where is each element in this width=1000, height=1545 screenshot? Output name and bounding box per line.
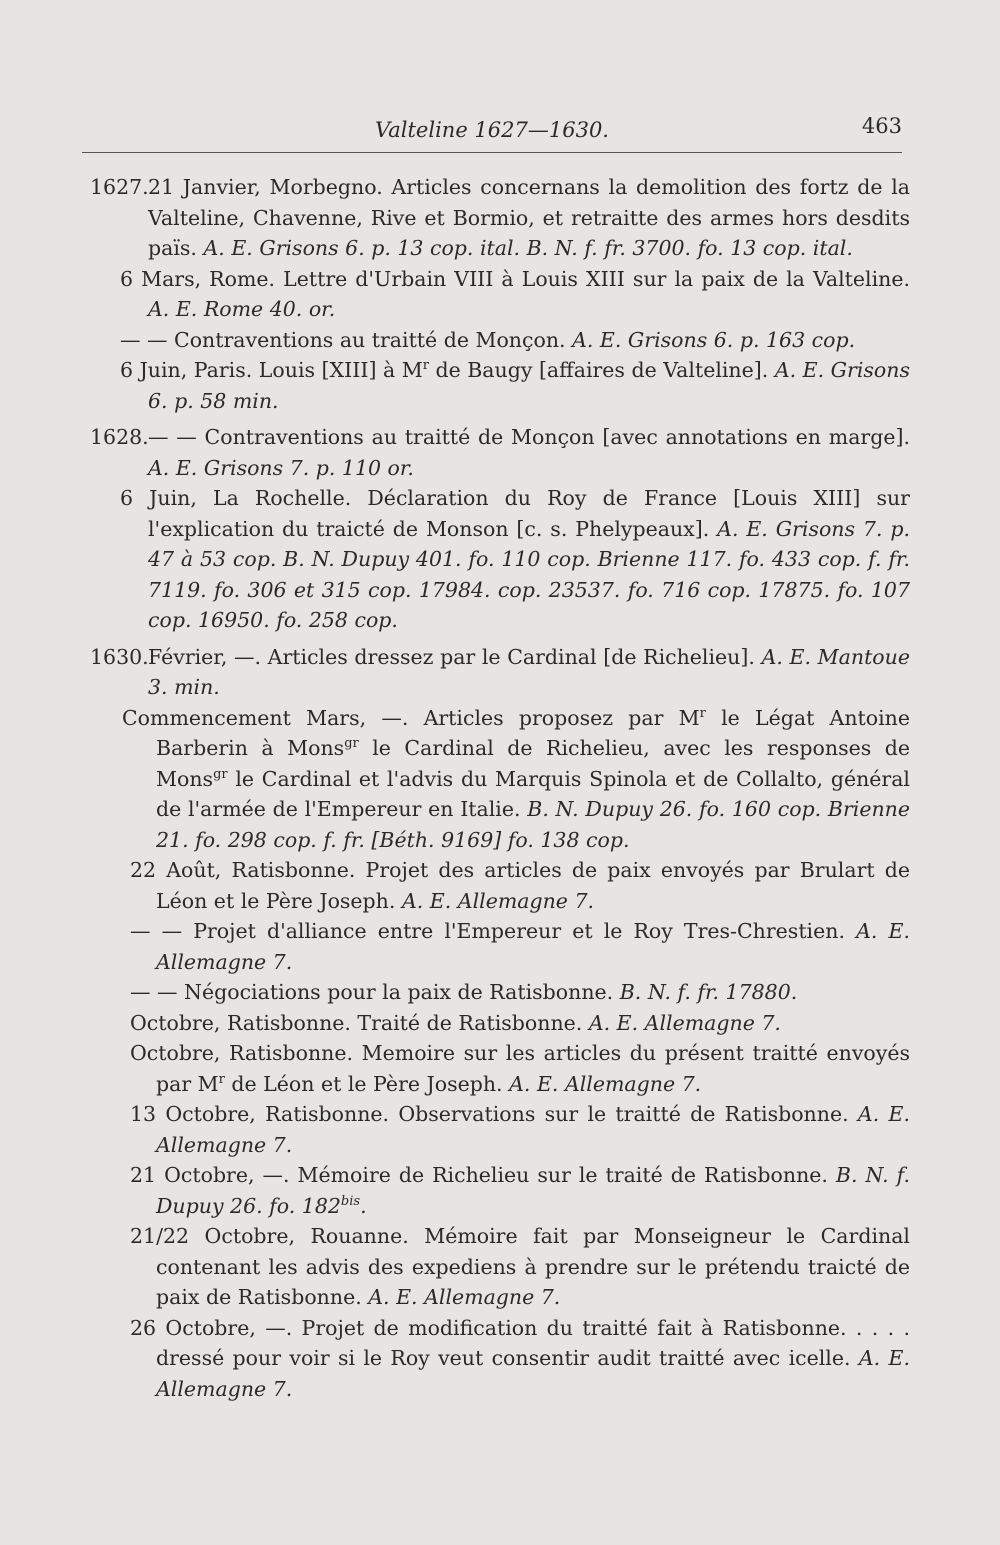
entry-projet-alliance — [90, 916, 910, 977]
entry-reference: A. E. Allemagne 7. — [156, 1346, 910, 1401]
entry-text: — — Contraventions au traitté de Monçon. — [120, 327, 566, 352]
entry-text: Octobre, Ratisbonne. Traité de Ratisbonne. — [130, 1010, 583, 1035]
superscript: bis — [340, 1193, 361, 1209]
entry-reference: A. E. Allemagne 7. — [156, 919, 910, 974]
entry-reference: A. E. Allemagne 7. — [401, 888, 595, 913]
superscript: gr — [344, 736, 359, 752]
entry-reference: A. E. Grisons 6. p. 13 cop. ital. B. N. f. fr. 3700. fo. 13 cop. ital. — [203, 236, 853, 260]
entry-reference: B. N. f. fr. 17880. — [619, 980, 798, 1004]
entry-text: 6 Juin, La Rochelle. Déclaration du Roy de France [Louis XIII] sur l'explication du traicté de Monson [c. s. Phelypeaux]. — [120, 486, 910, 541]
entry-reference: A. E. Allemagne 7. — [509, 1071, 702, 1096]
entry-text: le Cardinal et l'advis du Marquis Spinola et de Collalto, général de l'armée de l'Empereur en Italie. — [156, 766, 910, 821]
entry-reference: A. E. Grisons 7. p. 110 or. — [148, 455, 414, 480]
entry-text: Février, —. Articles dressez par le Cardinal [de Richelieu]. — [148, 644, 755, 669]
entry-1628-contraventions — [90, 422, 910, 483]
entry-aout-ratisbonne — [90, 855, 910, 916]
entry-text: 13 Octobre, Ratisbonne. Observations sur le traitté de Ratisbonne. — [130, 1102, 849, 1126]
entry-text: — — Projet d'alliance entre l'Empereur et le Roy Tres-Chrestien. — [130, 919, 845, 943]
entry-memoire-richelieu — [90, 1160, 910, 1221]
entry-reference: A. E. Mantoue 3. min. — [148, 644, 910, 699]
entry-year: 1630. — [90, 644, 149, 669]
entry-reference: B. N. Dupuy 26. fo. 160 cop. Brienne 21. fo. 298 cop. f. fr. [Béth. 9169] fo. 138 cop. — [156, 797, 910, 852]
entry-reference: A. E. Grisons 6. p. 163 cop. — [572, 327, 856, 352]
entry-text: 22 Août, Ratisbonne. Projet des articles de paix envoyés par Brulart de Léon et le Père Joseph. — [130, 858, 910, 913]
entry-rouanne — [90, 1221, 910, 1313]
entry-year: 1627. — [90, 175, 149, 199]
entry-commencement-mars — [90, 703, 910, 856]
entry-reference: A. E. Grisons 6. p. 58 min. — [148, 358, 910, 413]
entry-text: Octobre, Ratisbonne. Memoire sur les articles du présent traitté envoyés par M — [130, 1041, 910, 1096]
entry-text: 6 Mars, Rome. Lettre d'Urbain VIII à Louis XIII sur la paix de la Valteline. — [120, 266, 910, 291]
entry-memoire-articles — [90, 1038, 910, 1099]
entry-traite-ratisbonne — [90, 1008, 910, 1039]
superscript: r — [218, 1071, 225, 1087]
entry-reference: A. E. Allemagne 7. — [588, 1010, 781, 1035]
entry-text: — — Contraventions au traitté de Monçon [avec annotations en marge]. — [148, 425, 910, 449]
entry-mars-rome — [90, 264, 910, 325]
entry-text: Commencement Mars, —. Articles proposez par M — [122, 705, 700, 730]
entry-juin-la-rochelle — [90, 483, 910, 636]
entry-text: 26 Octobre, —. Projet de modification du traitté fait à Ratisbonne. . . . . dressé pour voir si le Roy veut consentir audit traitté avec icelle. — [130, 1315, 910, 1370]
entry-projet-modification — [90, 1313, 910, 1405]
entry-text-cont: de Léon et le Père Joseph. — [224, 1071, 503, 1096]
entry-reference: B. N. f. Dupuy 26. fo. $182^{bis}$. — [156, 1163, 910, 1218]
entry-text: 21 Octobre, —. Mémoire de Richelieu sur le traité de Ratisbonne. — [130, 1163, 828, 1187]
entry-reference: A. E. Grisons 7. p. 47 à 53 cop. B. N. Dupuy 401. fo. 110 cop. Brienne 117. fo. 433 cop. f. fr. 7119. fo. 306 et 315 cop. 17984. cop. 23537. fo. 716 cop. 17875. fo. 107 cop. 16950. fo. 258 cop. — [148, 516, 910, 632]
superscript: gr — [213, 766, 228, 782]
superscript: r — [699, 705, 706, 721]
entry-reference: A. E. Allemagne 7. — [368, 1285, 561, 1309]
entry-text: le Légat Antoine Barberin à Mons — [156, 705, 911, 760]
entry-reference: A. E. Allemagne 7. — [156, 1102, 910, 1157]
entry-contraventions-1627 — [90, 325, 910, 356]
entry-negociations — [90, 977, 910, 1008]
entry-year: 1628. — [90, 425, 149, 449]
entry-text: 21 Janvier, Morbegno. Articles concernans la demolition des fortz de la Valteline, Chavenne, Rive et Bormio, et retraitte des armes hors desdits païs. — [148, 175, 910, 260]
header-rule — [82, 152, 902, 153]
page-number: 463 — [861, 114, 902, 138]
entry-1627-morbegno — [90, 172, 910, 264]
running-title: Valteline 1627—1630. — [375, 118, 609, 142]
entry-reference: A. E. Rome 40. or. — [148, 297, 336, 321]
entry-text-cont: de Baugy [affaires de Valteline]. — [428, 358, 769, 382]
page-header — [82, 108, 902, 148]
entry-observations — [90, 1099, 910, 1160]
entry-text: le Cardinal de Richelieu, avec les responses de Mons — [156, 736, 910, 791]
entry-text: — — Négociations pour la paix de Ratisbonne. — [130, 980, 614, 1004]
superscript: r — [422, 358, 429, 374]
entry-1630-fevrier — [90, 642, 910, 703]
entry-juin-paris — [90, 355, 910, 416]
document-body — [90, 172, 910, 1404]
entry-text: 6 Juin, Paris. Louis [XIII] à M — [120, 358, 423, 382]
entry-text: 21/22 Octobre, Rouanne. Mémoire fait par Monseigneur le Cardinal contenant les advis des expediens à prendre sur le prétendu traicté de paix de Ratisbonne. — [130, 1224, 910, 1309]
